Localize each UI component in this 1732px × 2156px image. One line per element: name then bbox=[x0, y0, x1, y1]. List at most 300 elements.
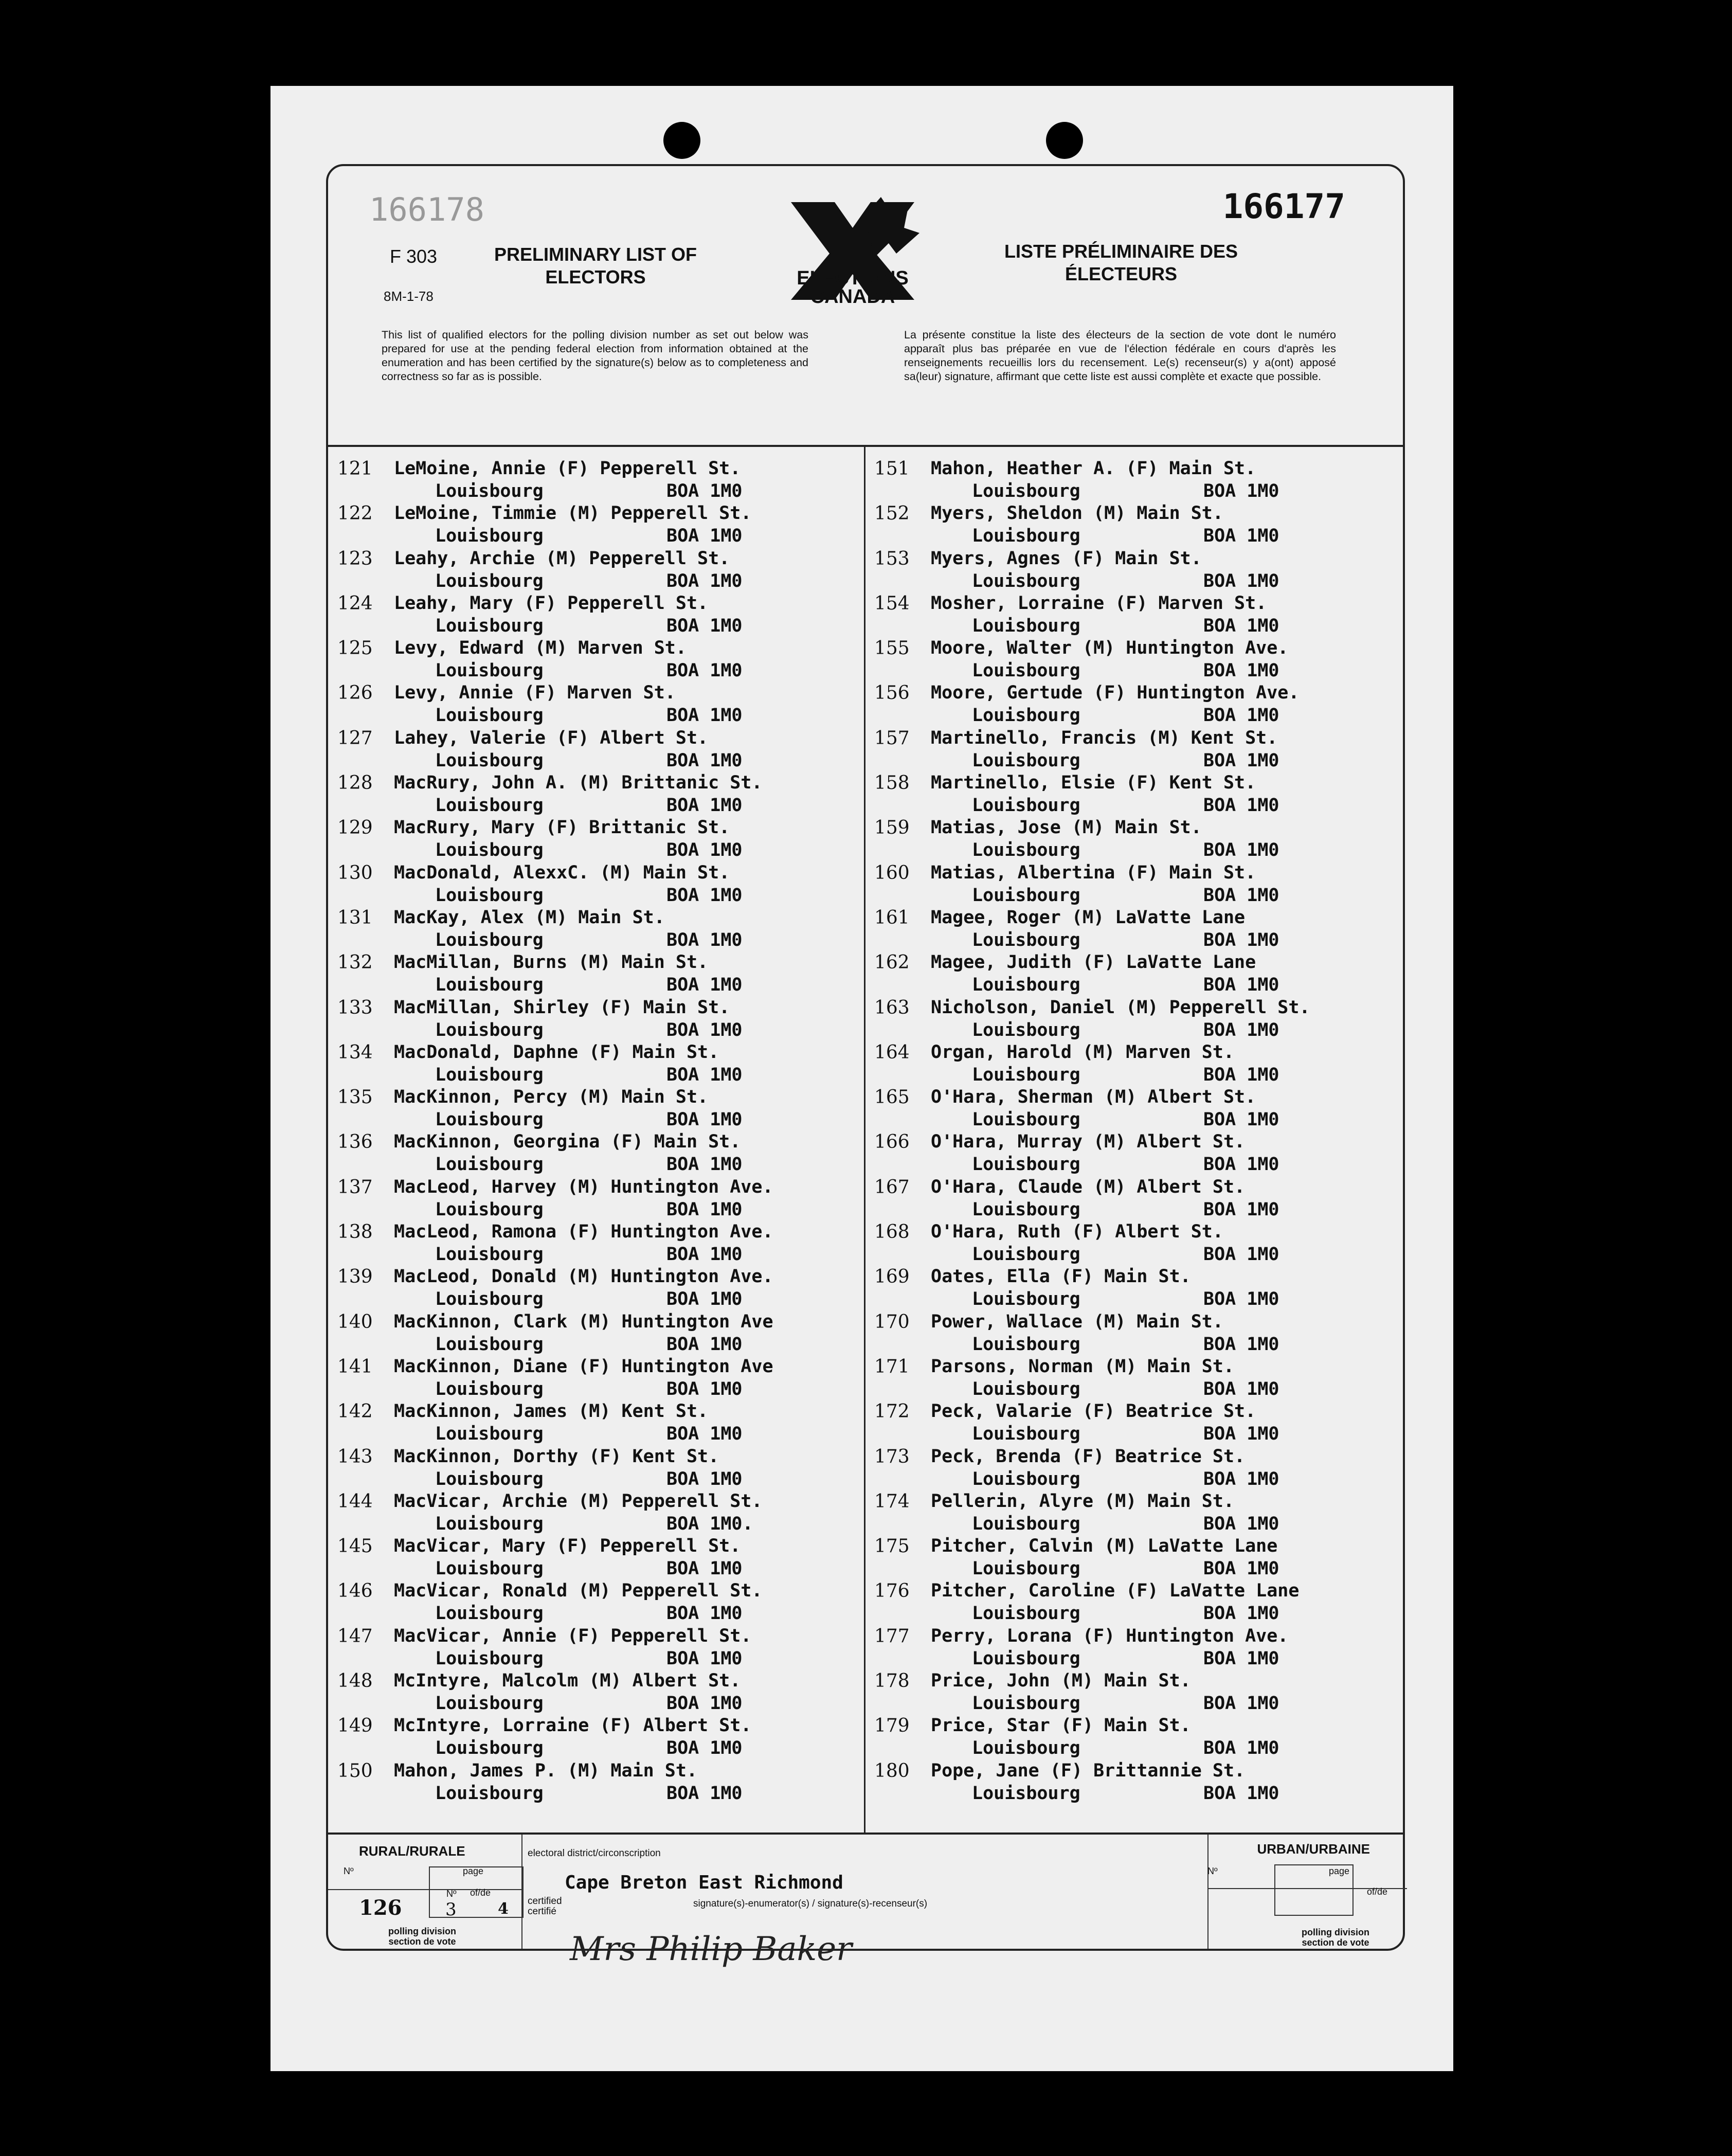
elector-entry bbox=[337, 458, 852, 503]
elector-postal-code: BOA 1M0 bbox=[666, 526, 743, 547]
elector-entry bbox=[337, 1311, 852, 1356]
elector-number: 177 bbox=[874, 1625, 910, 1647]
elector-city: Louisbourg bbox=[435, 1064, 544, 1085]
elector-number: 134 bbox=[337, 1041, 373, 1063]
elector-number: 152 bbox=[874, 503, 910, 525]
elector-number: 122 bbox=[337, 503, 373, 525]
elector-name-address: Levy, Annie (F) Marven St. bbox=[394, 682, 676, 704]
elector-postal-code: BOA 1M0 bbox=[1203, 1289, 1279, 1310]
elector-entry bbox=[874, 1715, 1388, 1760]
elector-entry bbox=[874, 1626, 1388, 1670]
elector-name-address: Price, Star (F) Main St. bbox=[931, 1715, 1191, 1736]
elector-city: Louisbourg bbox=[435, 975, 544, 996]
elector-number: 139 bbox=[337, 1266, 373, 1288]
elector-city: Louisbourg bbox=[435, 1378, 544, 1399]
elector-name-address: McIntyre, Lorraine (F) Albert St. bbox=[394, 1715, 752, 1736]
elector-city: Louisbourg bbox=[435, 526, 544, 547]
elector-name-address: Price, John (M) Main St. bbox=[931, 1670, 1191, 1692]
elector-name-address: LeMoine, Annie (F) Pepperell St. bbox=[394, 458, 741, 479]
elector-name-address: O'Hara, Ruth (F) Albert St. bbox=[931, 1221, 1223, 1243]
elector-number: 147 bbox=[337, 1625, 373, 1647]
elector-entry bbox=[874, 1177, 1388, 1221]
elector-number: 137 bbox=[337, 1176, 373, 1198]
elector-entry bbox=[874, 1042, 1388, 1087]
elector-number: 144 bbox=[337, 1490, 373, 1512]
elector-number: 157 bbox=[874, 727, 910, 749]
polling-division-number: 126 bbox=[359, 1896, 402, 1920]
elector-number: 178 bbox=[874, 1670, 910, 1692]
elector-number: 127 bbox=[337, 727, 373, 749]
elector-name-address: MacLeod, Ramona (F) Huntington Ave. bbox=[394, 1221, 773, 1243]
elector-entry bbox=[337, 1356, 852, 1401]
elector-postal-code: BOA 1M0 bbox=[1203, 705, 1279, 726]
elector-name-address: Perry, Lorana (F) Huntington Ave. bbox=[931, 1625, 1289, 1646]
elector-postal-code: BOA 1M0 bbox=[666, 1154, 743, 1175]
elector-number: 153 bbox=[874, 548, 910, 569]
elector-name-address: MacLeod, Donald (M) Huntington Ave. bbox=[394, 1266, 773, 1287]
elector-number: 121 bbox=[337, 458, 373, 479]
elector-number: 163 bbox=[874, 997, 910, 1018]
punch-hole-left bbox=[663, 122, 700, 159]
number-label-left: Nº bbox=[344, 1866, 354, 1876]
punch-hole-right bbox=[1046, 122, 1083, 159]
elector-postal-code: BOA 1M0 bbox=[1203, 1468, 1279, 1489]
elector-city: Louisbourg bbox=[972, 526, 1080, 547]
elector-entry bbox=[874, 952, 1388, 997]
elector-name-address: Martinello, Francis (M) Kent St. bbox=[931, 727, 1278, 748]
elector-number: 164 bbox=[874, 1041, 910, 1063]
elector-city: Louisbourg bbox=[435, 1603, 544, 1624]
number-label-right: Nº bbox=[1207, 1866, 1218, 1876]
elector-name-address: Leahy, Archie (M) Pepperell St. bbox=[394, 548, 730, 569]
elector-name-address: MacKinnon, Clark (M) Huntington Ave bbox=[394, 1311, 773, 1332]
elector-entry bbox=[337, 1266, 852, 1311]
elector-postal-code: BOA 1M0. bbox=[666, 1513, 753, 1534]
elector-name-address: Mosher, Lorraine (F) Marven St. bbox=[931, 592, 1267, 614]
elector-entry bbox=[337, 728, 852, 772]
elector-entry bbox=[874, 1131, 1388, 1176]
electors-column-right bbox=[874, 458, 1388, 1805]
elector-number: 128 bbox=[337, 772, 373, 794]
elector-entry bbox=[874, 728, 1388, 772]
elector-name-address: MacVicar, Ronald (M) Pepperell St. bbox=[394, 1580, 763, 1602]
elector-name-address: Moore, Gertude (F) Huntington Ave. bbox=[931, 682, 1300, 704]
elector-number: 126 bbox=[337, 682, 373, 704]
elector-postal-code: BOA 1M0 bbox=[1203, 885, 1279, 906]
elector-city: Louisbourg bbox=[972, 1783, 1080, 1804]
elector-city: Louisbourg bbox=[435, 1424, 544, 1445]
elector-postal-code: BOA 1M0 bbox=[666, 1244, 743, 1265]
elector-entry bbox=[337, 907, 852, 952]
elector-postal-code: BOA 1M0 bbox=[1203, 1154, 1279, 1175]
elector-number: 135 bbox=[337, 1087, 373, 1108]
elector-postal-code: BOA 1M0 bbox=[666, 660, 743, 681]
elector-postal-code: BOA 1M0 bbox=[666, 1424, 743, 1445]
elector-city: Louisbourg bbox=[435, 750, 544, 771]
elector-entry bbox=[337, 1177, 852, 1221]
elector-name-address: Moore, Walter (M) Huntington Ave. bbox=[931, 638, 1289, 659]
elector-postal-code: BOA 1M0 bbox=[1203, 1019, 1279, 1040]
elector-number: 148 bbox=[337, 1670, 373, 1692]
elector-name-address: Magee, Roger (M) LaVatte Lane bbox=[931, 907, 1246, 928]
elector-number: 169 bbox=[874, 1266, 910, 1288]
elector-postal-code: BOA 1M0 bbox=[1203, 1244, 1279, 1265]
elector-entry bbox=[874, 1356, 1388, 1401]
elector-postal-code: BOA 1M0 bbox=[1203, 1064, 1279, 1085]
elector-number: 160 bbox=[874, 862, 910, 884]
page-of-label: of/de bbox=[470, 1888, 491, 1898]
form-code: F 303 bbox=[390, 246, 438, 267]
elector-city: Louisbourg bbox=[972, 1199, 1080, 1220]
footer-divider bbox=[328, 1832, 1403, 1835]
elector-name-address: O'Hara, Sherman (M) Albert St. bbox=[931, 1087, 1256, 1108]
electors-column-left bbox=[337, 458, 852, 1805]
elector-name-address: Matias, Albertina (F) Main St. bbox=[931, 862, 1256, 883]
elector-postal-code: BOA 1M0 bbox=[1203, 1424, 1279, 1445]
elector-city: Louisbourg bbox=[435, 1019, 544, 1040]
elector-number: 140 bbox=[337, 1311, 373, 1333]
elector-number: 158 bbox=[874, 772, 910, 794]
elector-postal-code: BOA 1M0 bbox=[1203, 615, 1279, 636]
elector-name-address: MacKinnon, Dorthy (F) Kent St. bbox=[394, 1446, 719, 1467]
elector-city: Louisbourg bbox=[972, 929, 1080, 950]
elector-postal-code: BOA 1M0 bbox=[666, 1019, 743, 1040]
elector-entry bbox=[337, 952, 852, 997]
elector-postal-code: BOA 1M0 bbox=[1203, 840, 1279, 861]
elector-city: Louisbourg bbox=[972, 705, 1080, 726]
elector-name-address: Martinello, Elsie (F) Kent St. bbox=[931, 772, 1256, 794]
elector-postal-code: BOA 1M0 bbox=[1203, 1109, 1279, 1130]
logo-text: ELECTIONS CANADA bbox=[797, 267, 909, 308]
elector-entry bbox=[874, 1087, 1388, 1131]
elector-entry bbox=[337, 817, 852, 862]
elector-postal-code: BOA 1M0 bbox=[1203, 1513, 1279, 1534]
elector-city: Louisbourg bbox=[435, 1468, 544, 1489]
elector-number: 166 bbox=[874, 1131, 910, 1153]
elector-number: 161 bbox=[874, 907, 910, 928]
elector-name-address: Organ, Harold (M) Marven St. bbox=[931, 1041, 1235, 1063]
elector-city: Louisbourg bbox=[972, 840, 1080, 861]
elector-name-address: MacKinnon, Diane (F) Huntington Ave bbox=[394, 1356, 773, 1377]
elector-number: 141 bbox=[337, 1356, 373, 1377]
elector-entry bbox=[337, 1715, 852, 1760]
serial-number: 166177 bbox=[1222, 187, 1345, 226]
elector-city: Louisbourg bbox=[972, 1064, 1080, 1085]
elector-entry bbox=[874, 458, 1388, 503]
elector-city: Louisbourg bbox=[435, 1783, 544, 1804]
elector-name-address: Pope, Jane (F) Brittannie St. bbox=[931, 1760, 1246, 1781]
title-english: PRELIMINARY LIST OF ELECTORS bbox=[494, 244, 697, 288]
elector-number: 155 bbox=[874, 638, 910, 659]
serial-number-faded: 166178 bbox=[369, 191, 484, 228]
signature-label: signature(s)-enumerator(s) / signature(s)-recenseur(s) bbox=[693, 1898, 928, 1909]
elector-name-address: Mahon, James P. (M) Main St. bbox=[394, 1760, 698, 1781]
elector-number: 146 bbox=[337, 1580, 373, 1602]
elector-postal-code: BOA 1M0 bbox=[1203, 795, 1279, 816]
elector-entry bbox=[874, 1311, 1388, 1356]
elector-name-address: Pitcher, Calvin (M) LaVatte Lane bbox=[931, 1536, 1278, 1557]
elector-entry bbox=[337, 997, 852, 1042]
elector-number: 142 bbox=[337, 1401, 373, 1423]
elector-name-address: MacDonald, Daphne (F) Main St. bbox=[394, 1041, 719, 1063]
elector-number: 143 bbox=[337, 1446, 373, 1467]
elector-city: Louisbourg bbox=[435, 1289, 544, 1310]
elector-number: 175 bbox=[874, 1536, 910, 1557]
elector-name-address: MacKinnon, James (M) Kent St. bbox=[394, 1401, 709, 1422]
elector-city: Louisbourg bbox=[435, 795, 544, 816]
elector-entry bbox=[874, 1221, 1388, 1266]
elector-entry bbox=[337, 593, 852, 638]
rural-label: RURAL/RURALE bbox=[359, 1843, 465, 1859]
district-value: Cape Breton East Richmond bbox=[565, 1872, 843, 1893]
elector-city: Louisbourg bbox=[972, 885, 1080, 906]
elector-postal-code: BOA 1M0 bbox=[1203, 526, 1279, 547]
elector-number: 170 bbox=[874, 1311, 910, 1333]
elector-city: Louisbourg bbox=[972, 481, 1080, 501]
elector-number: 171 bbox=[874, 1356, 910, 1377]
elector-entry bbox=[874, 503, 1388, 548]
elector-number: 174 bbox=[874, 1490, 910, 1512]
intro-english: This list of qualified electors for the polling division number as set out below was prepared for use at the pending federal election from information obtained at the enumeration and has been certified by the signature(s) below as to completeness and correctness so far as is possible. bbox=[382, 329, 808, 383]
elector-postal-code: BOA 1M0 bbox=[666, 1199, 743, 1220]
elector-postal-code: BOA 1M0 bbox=[666, 929, 743, 950]
elector-entry bbox=[337, 1221, 852, 1266]
electors-form bbox=[326, 164, 1405, 1968]
elector-entry bbox=[874, 997, 1388, 1042]
elector-postal-code: BOA 1M0 bbox=[1203, 1378, 1279, 1399]
elector-name-address: Peck, Valarie (F) Beatrice St. bbox=[931, 1401, 1256, 1422]
elector-city: Louisbourg bbox=[972, 1513, 1080, 1534]
elector-postal-code: BOA 1M0 bbox=[666, 1378, 743, 1399]
column-divider bbox=[864, 447, 865, 1832]
elector-entry bbox=[337, 1131, 852, 1176]
elector-city: Louisbourg bbox=[435, 615, 544, 636]
elector-entry bbox=[337, 1446, 852, 1491]
elector-name-address: Peck, Brenda (F) Beatrice St. bbox=[931, 1446, 1246, 1467]
elector-entry bbox=[874, 548, 1388, 593]
elector-postal-code: BOA 1M0 bbox=[1203, 1648, 1279, 1669]
elector-name-address: O'Hara, Claude (M) Albert St. bbox=[931, 1176, 1246, 1197]
elector-name-address: MacMillan, Shirley (F) Main St. bbox=[394, 997, 730, 1018]
elector-postal-code: BOA 1M0 bbox=[1203, 1558, 1279, 1579]
elector-name-address: O'Hara, Murray (M) Albert St. bbox=[931, 1131, 1246, 1153]
elector-city: Louisbourg bbox=[972, 1154, 1080, 1175]
elector-number: 123 bbox=[337, 548, 373, 569]
elector-city: Louisbourg bbox=[972, 1603, 1080, 1624]
intro-french: La présente constitue la liste des électeurs de la section de vote dont le numéro apparaît plus bas préparée en vue de l'élection fédérale en cours d'après les renseignements recueillis lors du recensement. Le(s) recenseur(s) y a(ont) apposé sa(leur) signature, affirmant que cette liste est aussi complète et exacte que possible. bbox=[904, 329, 1336, 383]
elector-name-address: Matias, Jose (M) Main St. bbox=[931, 817, 1202, 838]
elector-number: 154 bbox=[874, 592, 910, 614]
elector-name-address: Pitcher, Caroline (F) LaVatte Lane bbox=[931, 1580, 1300, 1602]
elector-postal-code: BOA 1M0 bbox=[666, 1783, 743, 1804]
elector-number: 149 bbox=[337, 1715, 373, 1737]
elector-city: Louisbourg bbox=[972, 1558, 1080, 1579]
elector-entry bbox=[874, 1491, 1388, 1536]
elector-entry bbox=[874, 1536, 1388, 1580]
elector-postal-code: BOA 1M0 bbox=[1203, 1693, 1279, 1714]
header-divider bbox=[328, 445, 1403, 447]
elector-entry bbox=[874, 907, 1388, 952]
elector-number: 180 bbox=[874, 1760, 910, 1782]
elector-city: Louisbourg bbox=[972, 1648, 1080, 1669]
enumerator-signature: Mrs Philip Baker bbox=[570, 1930, 852, 1968]
elector-postal-code: BOA 1M0 bbox=[1203, 660, 1279, 681]
elector-entry bbox=[337, 1580, 852, 1625]
elector-number: 179 bbox=[874, 1715, 910, 1737]
elector-number: 131 bbox=[337, 907, 373, 928]
elector-number: 132 bbox=[337, 952, 373, 974]
elector-number: 129 bbox=[337, 817, 373, 839]
footer-rule-right-vertical bbox=[1207, 1835, 1208, 1949]
elector-city: Louisbourg bbox=[435, 1334, 544, 1355]
elector-postal-code: BOA 1M0 bbox=[666, 1603, 743, 1624]
elector-postal-code: BOA 1M0 bbox=[1203, 481, 1279, 501]
elector-name-address: Levy, Edward (M) Marven St. bbox=[394, 638, 687, 659]
elector-postal-code: BOA 1M0 bbox=[1203, 929, 1279, 950]
elector-postal-code: BOA 1M0 bbox=[666, 885, 743, 906]
elector-name-address: McIntyre, Malcolm (M) Albert St. bbox=[394, 1670, 741, 1692]
elector-name-address: MacVicar, Archie (M) Pepperell St. bbox=[394, 1490, 763, 1512]
elector-name-address: Mahon, Heather A. (F) Main St. bbox=[931, 458, 1256, 479]
elector-city: Louisbourg bbox=[435, 1513, 544, 1534]
elector-city: Louisbourg bbox=[972, 570, 1080, 591]
elector-postal-code: BOA 1M0 bbox=[666, 795, 743, 816]
page-number-label: Nº bbox=[446, 1889, 457, 1899]
elector-city: Louisbourg bbox=[972, 1289, 1080, 1310]
elector-entry bbox=[874, 1446, 1388, 1491]
elector-name-address: MacVicar, Annie (F) Pepperell St. bbox=[394, 1625, 752, 1646]
elector-name-address: Magee, Judith (F) LaVatte Lane bbox=[931, 952, 1256, 973]
elector-city: Louisbourg bbox=[972, 1109, 1080, 1130]
elector-city: Louisbourg bbox=[435, 840, 544, 861]
elector-postal-code: BOA 1M0 bbox=[1203, 975, 1279, 996]
form-date: 8M-1-78 bbox=[384, 289, 434, 304]
elector-entry bbox=[874, 1266, 1388, 1311]
elector-entry bbox=[337, 548, 852, 593]
elector-city: Louisbourg bbox=[972, 1424, 1080, 1445]
elector-postal-code: BOA 1M0 bbox=[1203, 1783, 1279, 1804]
elector-number: 133 bbox=[337, 997, 373, 1018]
of-label-right: of/de bbox=[1367, 1886, 1388, 1897]
elector-name-address: Power, Wallace (M) Main St. bbox=[931, 1311, 1223, 1332]
elector-name-address: Parsons, Norman (M) Main St. bbox=[931, 1356, 1235, 1377]
elector-number: 159 bbox=[874, 817, 910, 839]
elector-postal-code: BOA 1M0 bbox=[666, 481, 743, 501]
elector-city: Louisbourg bbox=[435, 570, 544, 591]
elector-number: 173 bbox=[874, 1446, 910, 1467]
elector-name-address: MacDonald, AlexxC. (M) Main St. bbox=[394, 862, 730, 883]
elector-postal-code: BOA 1M0 bbox=[666, 1289, 743, 1310]
elector-entry bbox=[337, 1401, 852, 1446]
elector-number: 165 bbox=[874, 1087, 910, 1108]
elector-entry bbox=[874, 1670, 1388, 1715]
elector-number: 145 bbox=[337, 1536, 373, 1557]
elector-city: Louisbourg bbox=[435, 1154, 544, 1175]
elector-name-address: MacKinnon, Georgina (F) Main St. bbox=[394, 1131, 741, 1153]
elector-name-address: MacRury, Mary (F) Brittanic St. bbox=[394, 817, 730, 838]
elector-entry bbox=[874, 682, 1388, 727]
elector-number: 168 bbox=[874, 1221, 910, 1243]
polling-division-label-right: polling division section de vote bbox=[1302, 1927, 1369, 1948]
elector-postal-code: BOA 1M0 bbox=[1203, 1603, 1279, 1624]
urban-label: URBAN/URBAINE bbox=[1257, 1841, 1370, 1857]
elector-entry bbox=[874, 593, 1388, 638]
elector-postal-code: BOA 1M0 bbox=[1203, 750, 1279, 771]
elector-postal-code: BOA 1M0 bbox=[666, 840, 743, 861]
elector-name-address: Lahey, Valerie (F) Albert St. bbox=[394, 727, 709, 748]
page-label-left: page bbox=[463, 1866, 484, 1876]
elector-city: Louisbourg bbox=[972, 660, 1080, 681]
elector-entry bbox=[337, 1626, 852, 1670]
elector-name-address: Myers, Sheldon (M) Main St. bbox=[931, 503, 1223, 524]
elector-name-address: MacVicar, Mary (F) Pepperell St. bbox=[394, 1536, 741, 1557]
elector-number: 136 bbox=[337, 1131, 373, 1153]
elector-postal-code: BOA 1M0 bbox=[666, 1558, 743, 1579]
elector-entry bbox=[874, 772, 1388, 817]
page-label-right: page bbox=[1329, 1866, 1350, 1876]
certified-label: certified certifié bbox=[528, 1896, 562, 1917]
elector-entry bbox=[337, 1042, 852, 1087]
elector-name-address: MacLeod, Harvey (M) Huntington Ave. bbox=[394, 1176, 773, 1197]
elector-city: Louisbourg bbox=[435, 705, 544, 726]
elector-city: Louisbourg bbox=[435, 1199, 544, 1220]
elector-postal-code: BOA 1M0 bbox=[666, 1738, 743, 1759]
elector-city: Louisbourg bbox=[972, 1468, 1080, 1489]
elector-postal-code: BOA 1M0 bbox=[1203, 1199, 1279, 1220]
elector-number: 176 bbox=[874, 1580, 910, 1602]
elector-city: Louisbourg bbox=[435, 1693, 544, 1714]
district-label: electoral district/circonscription bbox=[528, 1848, 661, 1859]
elector-city: Louisbourg bbox=[435, 885, 544, 906]
elector-city: Louisbourg bbox=[435, 929, 544, 950]
elector-entry bbox=[874, 863, 1388, 907]
elector-postal-code: BOA 1M0 bbox=[666, 570, 743, 591]
elector-city: Louisbourg bbox=[972, 975, 1080, 996]
elector-postal-code: BOA 1M0 bbox=[666, 750, 743, 771]
elector-postal-code: BOA 1M0 bbox=[666, 1064, 743, 1085]
elector-city: Louisbourg bbox=[972, 1244, 1080, 1265]
elector-entry bbox=[337, 638, 852, 682]
title-french: LISTE PRÉLIMINAIRE DES ÉLECTEURS bbox=[1004, 241, 1238, 284]
polling-division-label-left: polling division section de vote bbox=[388, 1926, 456, 1947]
elector-postal-code: BOA 1M0 bbox=[666, 1109, 743, 1130]
page-total: 4 bbox=[498, 1900, 509, 1918]
elector-postal-code: BOA 1M0 bbox=[666, 1693, 743, 1714]
elector-city: Louisbourg bbox=[972, 1693, 1080, 1714]
elector-city: Louisbourg bbox=[972, 1334, 1080, 1355]
elector-postal-code: BOA 1M0 bbox=[666, 1648, 743, 1669]
elector-number: 150 bbox=[337, 1760, 373, 1782]
elector-entry bbox=[874, 1760, 1388, 1805]
elector-entry bbox=[337, 1491, 852, 1536]
elector-city: Louisbourg bbox=[972, 1378, 1080, 1399]
elector-name-address: Myers, Agnes (F) Main St. bbox=[931, 548, 1202, 569]
elector-name-address: Pellerin, Alyre (M) Main St. bbox=[931, 1490, 1235, 1512]
elector-city: Louisbourg bbox=[435, 1648, 544, 1669]
document-sheet bbox=[270, 86, 1453, 2071]
elector-name-address: Oates, Ella (F) Main St. bbox=[931, 1266, 1191, 1287]
elector-postal-code: BOA 1M0 bbox=[666, 615, 743, 636]
elector-entry bbox=[337, 772, 852, 817]
elector-city: Louisbourg bbox=[972, 615, 1080, 636]
elector-name-address: LeMoine, Timmie (M) Pepperell St. bbox=[394, 503, 752, 524]
elector-city: Louisbourg bbox=[972, 1738, 1080, 1759]
elector-city: Louisbourg bbox=[435, 660, 544, 681]
elector-name-address: Leahy, Mary (F) Pepperell St. bbox=[394, 592, 709, 614]
elector-number: 130 bbox=[337, 862, 373, 884]
elector-number: 124 bbox=[337, 592, 373, 614]
elector-entry bbox=[337, 1536, 852, 1580]
